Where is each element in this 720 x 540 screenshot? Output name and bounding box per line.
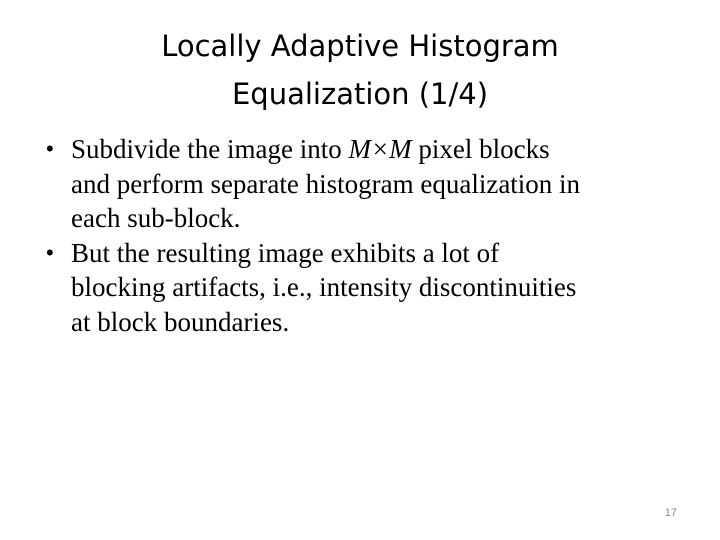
title-line-1: Locally Adaptive Histogram [161,29,559,63]
bullet-text-line [71,132,686,167]
bullet-text: Subdivide the image into [71,134,349,164]
bullet-text-line: and perform separate histogram equalization in [71,168,581,199]
bullet-item [46,236,686,340]
bullet-text-line: But the resulting image exhibits a lot of [71,237,500,268]
bullet-marker: • [46,136,54,161]
bullet-list [46,132,686,339]
title-line-2: Equalization (1/4) [231,77,489,111]
page-number: 17 [664,507,677,519]
bullet-item [46,132,686,236]
slide-title [60,22,660,118]
bullet-text-line: at block boundaries. [71,306,290,337]
math-expression: M×M [348,134,412,164]
bullet-text-line: each sub-block. [71,203,241,233]
bullet-marker: • [46,239,54,265]
bullet-text: pixel blocks [411,134,550,164]
bullet-text-line: blocking artifacts, i.e., intensity discontinuities [71,272,577,302]
